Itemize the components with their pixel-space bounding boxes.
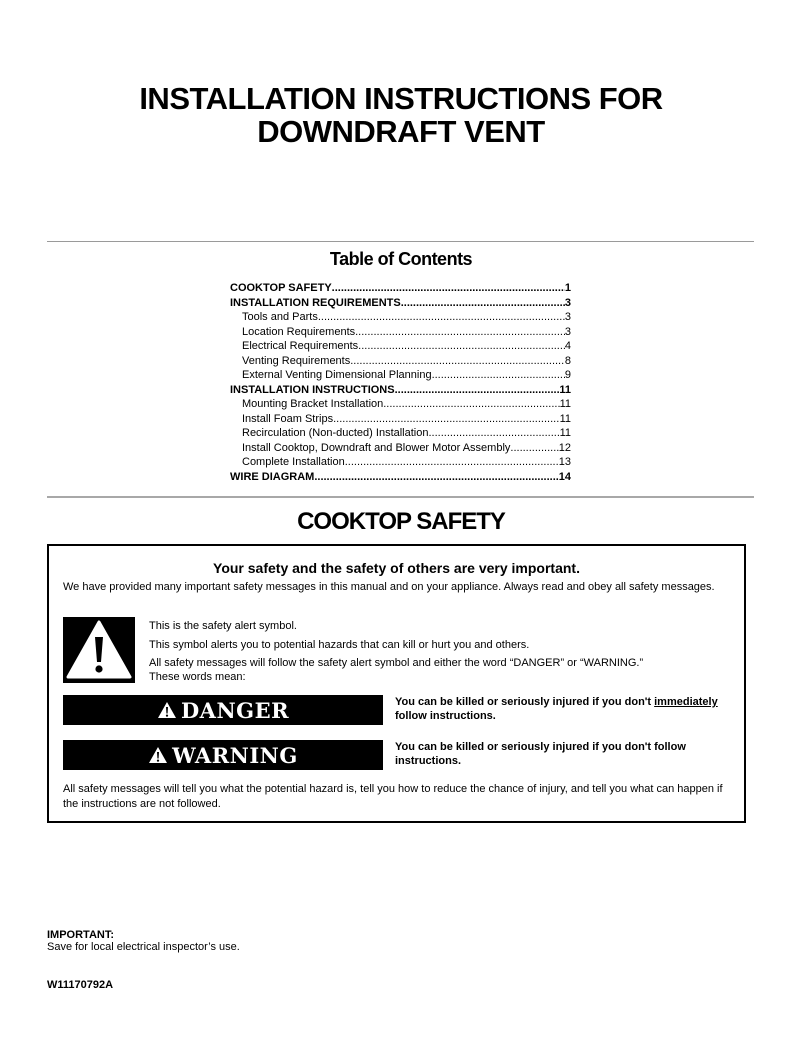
toc-entry-label: Location Requirements xyxy=(242,325,356,338)
toc-entry-label: Install Cooktop, Downdraft and Blower Motor Assembly xyxy=(242,441,511,454)
important-label: IMPORTANT: xyxy=(47,929,115,941)
toc-entry-label: INSTALLATION INSTRUCTIONS xyxy=(230,383,395,396)
danger-message xyxy=(395,695,740,723)
toc-entry xyxy=(230,339,571,354)
danger-message-end: follow instructions. xyxy=(395,710,496,722)
toc-entry-label: Venting Requirements xyxy=(242,354,351,367)
warning-message: You can be killed or seriously injured if you don't follow instructions. xyxy=(395,741,686,767)
toc-entry xyxy=(230,412,571,427)
toc-entry-page: 14 xyxy=(558,470,571,483)
divider-bottom xyxy=(47,496,754,498)
document-number: W11170792A xyxy=(47,979,114,991)
toc-entry xyxy=(230,470,571,485)
symbol-line-2: This symbol alerts you to potential hazards that can kill or hurt you and others. xyxy=(149,639,530,651)
toc-leader-dots xyxy=(355,325,565,340)
toc-leader-dots xyxy=(428,426,559,441)
toc-entry xyxy=(230,426,571,441)
danger-signal-bar xyxy=(63,695,383,725)
toc-entry-label: Recirculation (Non-ducted) Installation xyxy=(242,427,429,439)
toc-entry xyxy=(230,325,571,340)
toc-entry xyxy=(230,368,571,383)
danger-message-emphasis: immediately xyxy=(654,696,718,708)
toc-leader-dots xyxy=(383,397,559,412)
toc-entry-label: Mounting Bracket Installation xyxy=(242,398,384,410)
toc-entry xyxy=(230,441,571,456)
document-title-line-2: DOWNDRAFT VENT xyxy=(257,114,545,149)
warning-word: WARNING xyxy=(172,742,298,768)
warning-signal-bar xyxy=(63,740,383,770)
symbol-line-1: This is the safety alert symbol. xyxy=(149,620,297,632)
safety-alert-icon xyxy=(63,617,135,683)
toc-leader-dots xyxy=(332,281,565,296)
toc-entry-page: 11 xyxy=(559,398,571,410)
document-title xyxy=(0,82,802,148)
toc-entry-page: 11 xyxy=(559,427,571,439)
safety-box-heading: Your safety and the safety of others are very important. xyxy=(213,560,580,576)
symbol-line-4: These words mean: xyxy=(149,671,246,683)
important-note xyxy=(47,929,240,953)
divider-top xyxy=(47,241,754,242)
section-heading-cooktop-safety: COOKTOP SAFETY xyxy=(297,508,505,535)
danger-message-start: You can be killed or seriously injured if you don't xyxy=(395,696,655,708)
warning-alert-icon xyxy=(148,746,168,764)
toc-entry-label: Electrical Requirements xyxy=(242,340,359,352)
document-title-line-1: INSTALLATION INSTRUCTIONS FOR xyxy=(139,81,663,116)
toc-entry-label: INSTALLATION REQUIREMENTS xyxy=(230,296,401,309)
toc-entry-page: 3 xyxy=(564,296,571,309)
safety-box xyxy=(47,544,746,823)
toc-leader-dots xyxy=(358,339,565,354)
toc-entry-label: WIRE DIAGRAM xyxy=(230,470,315,483)
toc-entry xyxy=(230,296,571,311)
toc-entry xyxy=(230,281,571,296)
toc-entry-page: 4 xyxy=(564,340,571,352)
toc-entry-label: Complete Installation xyxy=(242,456,345,468)
danger-alert-icon xyxy=(157,701,177,719)
important-text: Save for local electrical inspector’s use. xyxy=(47,941,240,953)
symbol-line-3: All safety messages will follow the safety alert symbol and either the word “DANGER” or “WARNING.” xyxy=(149,657,644,669)
toc-entry-page: 12 xyxy=(558,441,571,454)
toc-entry-label: External Venting Dimensional Planning xyxy=(242,369,432,381)
toc-entry xyxy=(230,383,571,398)
toc-leader-dots xyxy=(314,470,558,485)
toc-leader-dots xyxy=(318,310,565,325)
toc-entry-page: 3 xyxy=(564,325,571,338)
toc-entry-page: 9 xyxy=(564,369,571,381)
toc-leader-dots xyxy=(345,455,559,470)
toc-entry-page: 11 xyxy=(559,412,571,425)
safety-outro-text: All safety messages will tell you what the potential hazard is, tell you how to reduce the chance of injury, and tell you what can happen if the instructions are not followed. xyxy=(63,783,723,810)
toc-heading: Table of Contents xyxy=(329,249,473,269)
safety-intro-text: We have provided many important safety messages in this manual and on your appliance. Always read and obey all safety messages. xyxy=(63,581,715,593)
toc-entry-label: Tools and Parts xyxy=(242,311,318,323)
toc-entry-label: COOKTOP SAFETY xyxy=(230,282,332,294)
toc-leader-dots xyxy=(510,441,558,456)
toc-entry xyxy=(230,397,571,412)
toc-entry-page: 11 xyxy=(559,383,571,396)
toc-entry-page: 13 xyxy=(558,456,571,468)
toc-leader-dots xyxy=(432,368,565,383)
toc-entry xyxy=(230,310,571,325)
toc-leader-dots xyxy=(350,354,565,369)
toc-entry xyxy=(230,354,571,369)
toc-leader-dots xyxy=(401,296,565,311)
toc-entry-label: Install Foam Strips xyxy=(242,412,334,425)
toc-leader-dots xyxy=(395,383,560,398)
toc-entry-page: 8 xyxy=(564,354,571,367)
toc-entry-page: 1 xyxy=(564,282,571,294)
toc-leader-dots xyxy=(333,412,559,427)
toc-entry-page: 3 xyxy=(564,311,571,323)
danger-word: DANGER xyxy=(180,697,290,723)
toc-entry xyxy=(230,455,571,470)
table-of-contents xyxy=(230,281,571,484)
